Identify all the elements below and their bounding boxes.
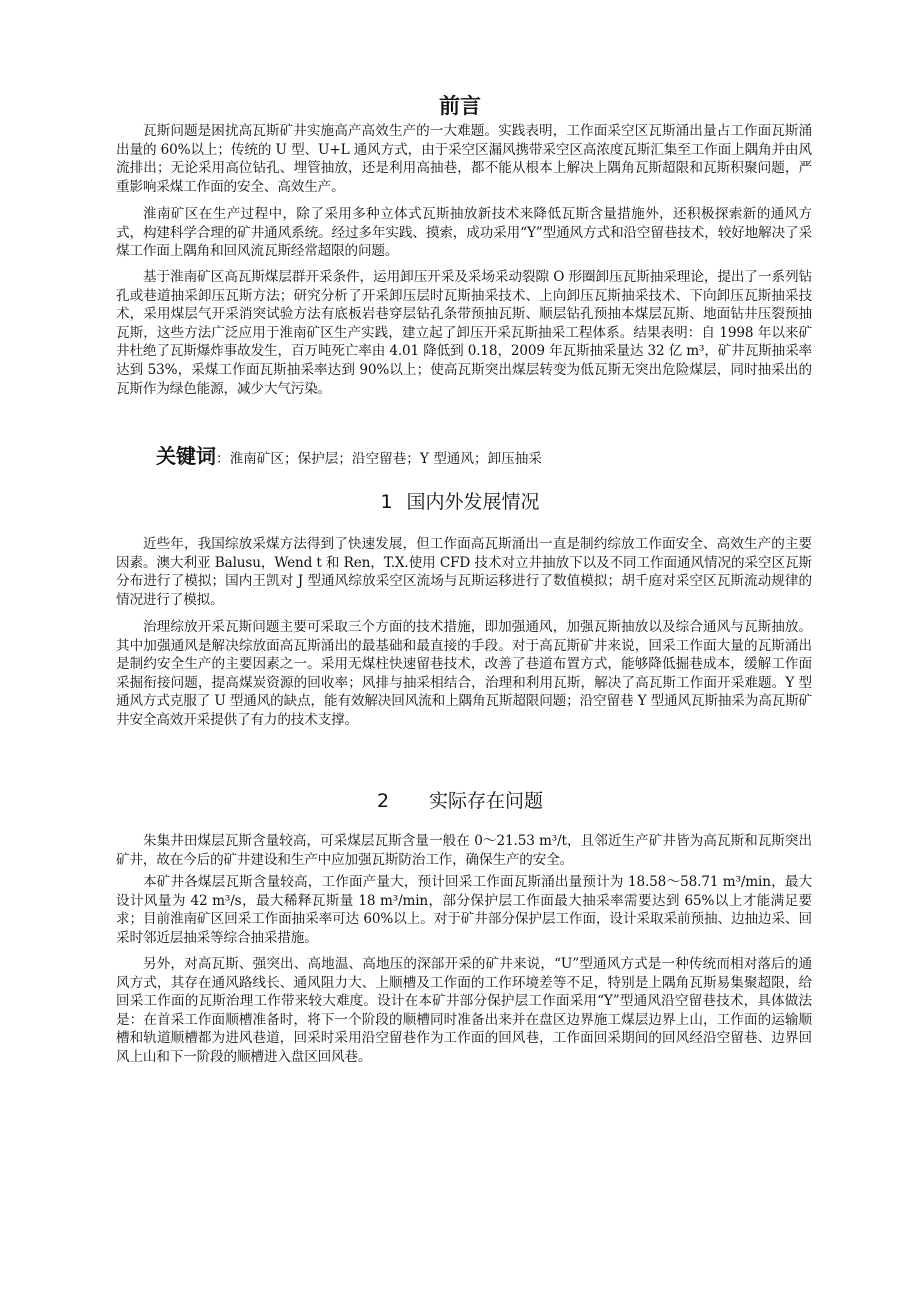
keywords-label: 关键词 [156, 444, 216, 468]
section-2-number: 2 [376, 790, 390, 812]
section-1-paragraph-1: 近些年，我国综放采煤方法得到了快速发展，但工作面高瓦斯涌出一直是制约综放工作面安全、高效生产的主要因素。澳大利亚 Balusu，Wend t 和 Ren，T.X.使用 CFD 技术对立井抽放下以及不同工作面通风情况的采空区瓦斯分布进行了模拟；国内王凯对 J 型通风综放采空区流场与瓦斯运移进行了数值模拟；胡千庭对采空区瓦斯流动规律的情况进行了模拟。 [116, 536, 812, 608]
preface-paragraph-1: 瓦斯问题是困扰高瓦斯矿井实施高产高效生产的一大难题。实践表明，工作面采空区瓦斯涌出量占工作面瓦斯涌出量的 60%以上；传统的 U 型、U+L 通风方式，由于采空区漏风携带采空区高浓度瓦斯汇集至工作面上隅角并由风流排出；无论采用高位钻孔、埋管抽放，还是利用高抽巷，都不能从根本上解决上隅角瓦斯超限和瓦斯积聚问题，严重影响采煤工作面的安全、高效生产。 [116, 123, 812, 195]
section-1-paragraph-2: 治理综放开采瓦斯问题主要可采取三个方面的技术措施，即加强通风，加强瓦斯抽放以及综合通风与瓦斯抽放。其中加强通风是解决综放面高瓦斯涌出的最基础和最直接的手段。对于高瓦斯矿井来说，回采工作面大量的瓦斯涌出是制约安全生产的主要因素之一。采用无煤柱快速留巷技术，改善了巷道布置方式，能够降低掘巷成本，缓解工作面采掘衔接问题，提高煤炭资源的回收率；风排与抽采相结合，治理和利用瓦斯，解决了高瓦斯工作面开采难题。Y 型通风方式克服了 U 型通风的缺点，能有效解决回风流和上隅角瓦斯超限问题；沿空留巷 Y 型通风瓦斯抽采为高瓦斯矿井安全高效开采提供了有力的技术支撑。 [116, 619, 812, 728]
preface-paragraph-2: 淮南矿区在生产过程中，除了采用多种立体式瓦斯抽放新技术来降低瓦斯含量措施外，还积极探索新的通风方式，构建科学合理的矿井通风系统。经过多年实践、摸索，成功采用“Y”型通风方式和沿空留巷技术，较好地解决了采煤工作面上隅角和回风流瓦斯经常超限的问题。 [116, 206, 812, 260]
page-title: 前言 [439, 94, 481, 118]
section-2-paragraph-1: 朱集井田煤层瓦斯含量较高，可采煤层瓦斯含量一般在 0～21.53 m³/t，且邻近生产矿井皆为高瓦斯和瓦斯突出矿井，故在今后的矿井建设和生产中应加强瓦斯防治工作，确保生产的安全。 [116, 833, 812, 868]
section-1-title: 国内外发展情况 [406, 491, 540, 513]
section-2-paragraph-2: 本矿井各煤层瓦斯含量较高，工作面产量大，预计回采工作面瓦斯涌出量预计为 18.58～58.71 m³/min，最大设计风量为 42 m³/s，最大稀释瓦斯量 18 m³/min，部分保护层工作面最大抽采率需要达到 65%以上才能满足要求；目前淮南矿区回采工作面抽采率可达 60%以上。对于矿井部分保护层工作面，设计采取采前预抽、边抽边采、回采时邻近层抽采等综合抽采措施。 [116, 874, 812, 946]
section-2-paragraph-3: 另外，对高瓦斯、强突出、高地温、高地压的深部开采的矿井来说，“U”型通风方式是一种传统而相对落后的通风方式，其存在通风路线长、通风阻力大、上顺槽及工作面的工作环境差等不足，特别是上隅角瓦斯易集聚超限，给回采工作面的瓦斯治理工作带来较大难度。设计在本矿井部分保护层工作面采用“Y”型通风沿空留巷技术，具体做法是：在首采工作面顺槽准备时，将下一个阶段的顺槽同时准备出来并在盘区边界施工煤层边界上山，工作面的运输顺槽和轨道顺槽都为进风巷道，回采时采用沿空留巷作为工作面的回风巷，工作面回采期间的回风经沿空留巷、边界回风上山和下一阶段的顺槽进入盘区回风巷。 [116, 956, 812, 1065]
section-2-heading [0, 786, 920, 813]
keywords-line [156, 440, 542, 469]
section-1-heading [0, 487, 920, 514]
section-2-title: 实际存在问题 [429, 790, 544, 812]
keywords-text: ：淮南矿区；保护层；沿空留巷；Y 型通风；卸压抽采 [216, 451, 542, 467]
preface-paragraph-3: 基于淮南矿区高瓦斯煤层群开采条件，运用卸压开采及采场采动裂隙 O 形圈卸压瓦斯抽采理论，提出了一系列钻孔或巷道抽采卸压瓦斯方法；研究分析了开采卸压层时瓦斯抽采技术、上向卸压瓦斯抽采技术、下向卸压瓦斯抽采技术，采用煤层气开采消突试验方法有底板岩巷穿层钻孔条带预抽瓦斯、顺层钻孔预抽本煤层瓦斯、地面钻井压裂预抽瓦斯，这些方法广泛应用于淮南矿区生产实践，建立起了卸压开采瓦斯抽采工程体系。结果表明：自 1998 年以来矿井杜绝了瓦斯爆炸事故发生，百万吨死亡率由 4.01 降低到 0.18，2009 年瓦斯抽采量达 32 亿 m³，矿井瓦斯抽采率达到 53%，采煤工作面瓦斯抽采率达到 90%以上；使高瓦斯突出煤层转变为低瓦斯无突出危险煤层，同时抽采出的瓦斯作为绿色能源，减少大气污染。 [116, 269, 812, 397]
section-1-number: 1 [380, 491, 393, 513]
